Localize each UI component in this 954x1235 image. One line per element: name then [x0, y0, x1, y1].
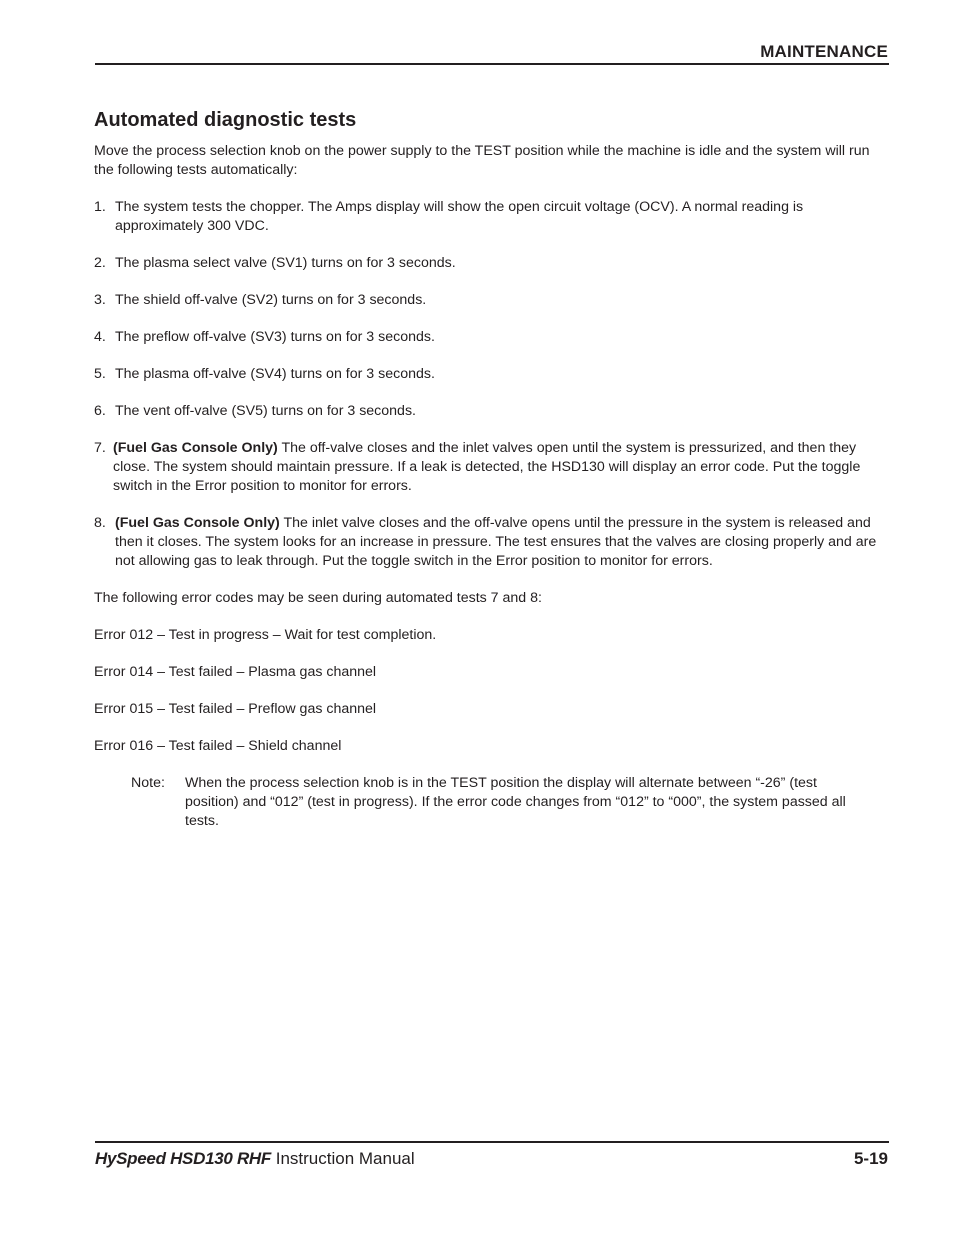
error-code-list — [94, 626, 890, 756]
note-label: Note: — [131, 775, 165, 791]
footer-brand: HySpeed HSD130 RHF — [95, 1149, 271, 1168]
note-text: When the process selection knob is in the TEST position the display will alternate between “-26” (test position) and “012” (test in progress). If the error code changes from “012” to “000”, the system passed all tests. — [185, 775, 846, 829]
list-item — [94, 198, 890, 236]
step-text: The shield off-valve (SV2) turns on for 3 seconds. — [115, 292, 427, 308]
footer-doc-type: Instruction Manual — [271, 1149, 415, 1168]
step-lead: (Fuel Gas Console Only) — [113, 440, 278, 456]
step-lead: (Fuel Gas Console Only) — [115, 515, 280, 531]
note-block — [131, 774, 890, 831]
error-code-item: Error 015 – Test failed – Preflow gas channel — [94, 701, 377, 717]
list-item — [94, 291, 890, 310]
section-header: MAINTENANCE — [760, 42, 888, 61]
header-rule — [95, 63, 889, 65]
step-text: The inlet valve closes and the off-valve opens until the pressure in the system is released and then it closes. The system looks for an increase in pressure. The test ensures that the valves are closing properly and are not allowing gas to leak through. Put the toggle switch in the Error position to monitor for errors. — [115, 515, 877, 569]
error-code-item: Error 016 – Test failed – Shield channel — [94, 738, 342, 754]
page-content — [94, 108, 890, 831]
footer-manual-title — [95, 1149, 415, 1169]
step-number: 4. — [94, 329, 106, 345]
list-item — [94, 514, 890, 571]
step-text: The plasma off-valve (SV4) turns on for 3 seconds. — [115, 366, 435, 382]
error-code-item: Error 014 – Test failed – Plasma gas channel — [94, 664, 377, 680]
test-steps-list — [94, 198, 890, 571]
step-text: The plasma select valve (SV1) turns on for 3 seconds. — [115, 255, 456, 271]
list-item — [94, 254, 890, 273]
step-number: 3. — [94, 292, 106, 308]
step-text: The off-valve closes and the inlet valves open until the system is pressurized, and then they close. The system should maintain pressure. If a leak is detected, the HSD130 will display an error code. Put the toggle switch in the Error position to monitor for errors. — [113, 440, 861, 494]
step-text: The vent off-valve (SV5) turns on for 3 seconds. — [115, 403, 416, 419]
list-item — [94, 439, 890, 496]
error-code-item: Error 012 – Test in progress – Wait for test completion. — [94, 627, 437, 643]
footer-rule — [95, 1141, 889, 1143]
step-number: 7. — [94, 440, 106, 456]
step-text: The preflow off-valve (SV3) turns on for 3 seconds. — [115, 329, 435, 345]
errors-intro: The following error codes may be seen during automated tests 7 and 8: — [94, 590, 542, 606]
list-item — [94, 402, 890, 421]
step-number: 2. — [94, 255, 106, 271]
list-item — [94, 328, 890, 347]
step-number: 5. — [94, 366, 106, 382]
page-number: 5-19 — [853, 1149, 888, 1168]
step-number: 8. — [94, 515, 106, 531]
intro-paragraph: Move the process selection knob on the power supply to the TEST position while the machine is idle and the system will run the following tests automatically: — [94, 143, 870, 178]
page-title: Automated diagnostic tests — [94, 109, 357, 131]
list-item — [94, 365, 890, 384]
step-number: 6. — [94, 403, 106, 419]
step-number: 1. — [94, 199, 106, 215]
step-text: The system tests the chopper. The Amps display will show the open circuit voltage (OCV). A normal reading is approximately 300 VDC. — [115, 199, 804, 234]
